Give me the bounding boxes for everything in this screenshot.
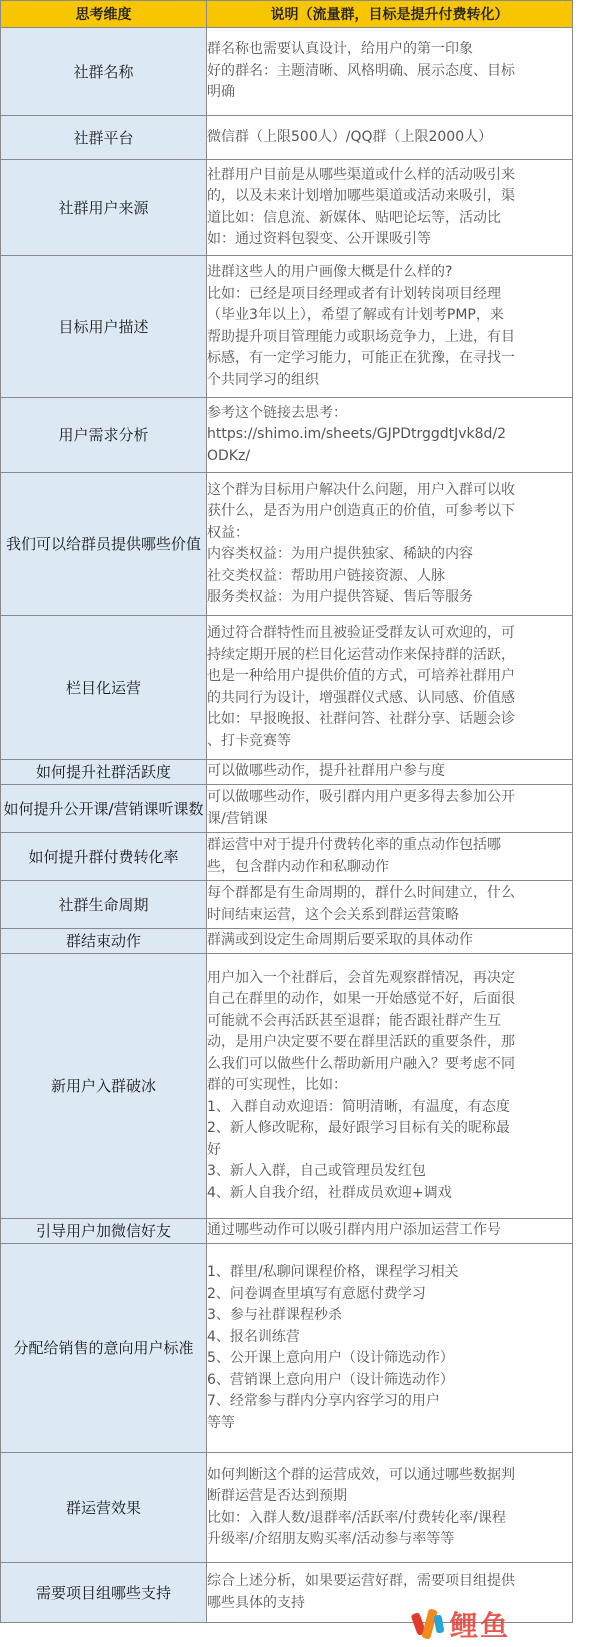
description-cell	[207, 398, 573, 473]
description-line: 升级率/介绍朋友购买率/活动参与率等等	[207, 1531, 455, 1547]
table-row	[1, 833, 573, 881]
description-line: 如何判断这个群的运营成效，可以通过哪些数据判	[207, 1466, 515, 1483]
dimension-cell: 用户需求分析	[1, 398, 207, 473]
description-cell	[207, 760, 573, 785]
description-line: 每个群都是有生命周期的，群什么时间建立，什么	[207, 885, 515, 901]
description-cell	[207, 929, 573, 954]
description-cell	[207, 1244, 573, 1453]
description-line: 可能就不会再活跃甚至退群；能否跟社群产生互	[207, 1012, 501, 1029]
description-line: 自己在群里的动作，如果一开始感觉不好，后面很	[207, 991, 515, 1008]
description-line: 获什么，是否为用户创造真正的价值，可参考以下	[207, 503, 515, 519]
description-line: 1、入群自动欢迎语：简明清晰，有温度，有态度	[207, 1098, 510, 1115]
description-line: 3、参与社群课程秒杀	[207, 1307, 342, 1323]
description-cell	[207, 954, 573, 1219]
description-line: 权益：	[207, 524, 249, 541]
table-row	[1, 160, 573, 256]
description-cell	[207, 256, 573, 398]
dimension-cell: 社群用户来源	[1, 160, 207, 256]
description-line: 5、公开课上意向用户（设计筛选动作）	[207, 1350, 454, 1366]
description-line: 断群运营是否达到预期	[207, 1488, 347, 1504]
dimension-cell: 社群名称	[1, 28, 207, 116]
description-line: 参考这个链接去思考：	[207, 404, 347, 421]
header-description: 说明（流量群，目标是提升付费转化）	[207, 1, 573, 28]
description-line: 用户加入一个社群后，会首先观察群情况，再决定	[207, 969, 515, 986]
description-cell	[207, 160, 573, 256]
dimension-cell: 引导用户加微信好友	[1, 1219, 207, 1244]
table-row	[1, 256, 573, 398]
description-line: （毕业3年以上），希望了解或有计划考PMP，来	[207, 307, 504, 323]
description-line: 好的群名：主题清晰、风格明确、展示态度、目标	[207, 62, 515, 79]
description-line: 综合上述分析，如果要运营好群，需要项目组提供	[207, 1573, 515, 1589]
description-cell	[207, 881, 573, 929]
table-row	[1, 1453, 573, 1563]
description-line: 的，以及未来计划增加哪些渠道或活动来吸引，渠	[207, 188, 515, 204]
description-cell	[207, 1219, 573, 1244]
fish-logo-icon	[414, 1609, 444, 1639]
dimension-cell: 目标用户描述	[1, 256, 207, 398]
description-cell	[207, 473, 573, 616]
watermark	[414, 1605, 510, 1643]
table-row	[1, 28, 573, 116]
dimension-cell: 社群生命周期	[1, 881, 207, 929]
header-dimension: 思考维度	[1, 1, 207, 28]
table-row	[1, 616, 573, 760]
description-line: 等等	[207, 1414, 235, 1431]
description-line: 的共同行为设计，增强群仪式感、认同感、价值感	[207, 689, 515, 706]
description-cell	[207, 785, 573, 833]
description-line: 社群用户目前是从哪些渠道或什么样的活动吸引来	[207, 166, 515, 183]
table-row	[1, 954, 573, 1219]
table-row	[1, 116, 573, 160]
description-cell	[207, 28, 573, 116]
description-line: 可以做哪些动作，提升社群用户参与度	[207, 763, 445, 780]
dimension-cell: 需要项目组哪些支持	[1, 1563, 207, 1623]
description-line: 群名称也需要认真设计，给用户的第一印象	[207, 41, 473, 58]
description-line: 动，是用户决定要不要在群里活跃的重要条件，那	[207, 1034, 515, 1051]
description-line: 明确	[207, 84, 235, 101]
table-row	[1, 929, 573, 954]
description-line: 微信群（上限500人）/QQ群（上限2000人）	[207, 128, 493, 145]
dimension-cell: 如何提升公开课/营销课听课数	[1, 785, 207, 833]
description-cell	[207, 616, 573, 760]
description-line: 内容类权益：为用户提供独家、稀缺的内容	[207, 546, 473, 562]
description-cell	[207, 116, 573, 160]
description-line: 这个群为目标用户解决什么问题，用户入群可以收	[207, 481, 515, 498]
description-line: 些，包含群内动作和私聊动作	[207, 858, 389, 875]
table-row	[1, 785, 573, 833]
description-line: 7、经常参与群内分享内容学习的用户	[207, 1393, 440, 1409]
table-row	[1, 398, 573, 473]
table-row	[1, 760, 573, 785]
header-row	[1, 1, 573, 28]
description-line: 比如：已经是项目经理或者有计划转岗项目经理	[207, 285, 501, 302]
description-line: 么我们可以做些什么帮助新用户融入？要考虑不同	[207, 1055, 515, 1072]
description-line: 群运营中对于提升付费转化率的重点动作包括哪	[207, 837, 501, 853]
dimension-cell: 新用户入群破冰	[1, 954, 207, 1219]
description-line: 通过哪些动作可以吸引群内用户添加运营工作号	[207, 1222, 501, 1239]
table-row	[1, 473, 573, 616]
description-line: 比如：入群人数/退群率/活跃率/付费转化率/课程	[207, 1509, 506, 1526]
description-line: 帮助提升项目管理能力或职场竞争力，上进，有目	[207, 328, 515, 345]
description-line: 也是一种给用户提供价值的方式，可培养社群用户	[207, 668, 515, 684]
description-line: 3、新人入群，自己或管理员发红包	[207, 1163, 426, 1180]
watermark-text: 鲤鱼	[450, 1609, 511, 1642]
description-cell	[207, 1453, 573, 1563]
description-line: 4、新人自我介绍，社群成员欢迎+调戏	[207, 1184, 452, 1201]
description-line: 如：通过资料包裂变、公开课吸引等	[207, 231, 431, 247]
dimension-cell: 群结束动作	[1, 929, 207, 954]
dimension-cell: 如何提升群付费转化率	[1, 833, 207, 881]
description-line: 服务类权益：为用户提供答疑、售后等服务	[207, 589, 473, 605]
dimension-cell: 分配给销售的意向用户标准	[1, 1244, 207, 1453]
description-cell	[207, 1563, 573, 1623]
description-line: 比如：早报晚报、社群问答、社群分享、话题会诊	[207, 711, 515, 727]
description-line: 6、营销课上意向用户（设计筛选动作）	[207, 1371, 454, 1388]
description-line: 群满或到设定生命周期后要采取的具体动作	[207, 932, 473, 949]
table-body	[1, 28, 573, 1623]
dimension-cell: 栏目化运营	[1, 616, 207, 760]
description-line: 标感，有一定学习能力，可能正在犹豫，在寻找一	[207, 350, 515, 366]
description-line: 社交类权益：帮助用户链接资源、人脉	[207, 567, 445, 584]
description-line: 进群这些人的用户画像大概是什么样的?	[207, 264, 453, 280]
table-row	[1, 881, 573, 929]
description-line: https://shimo.im/sheets/GJPDtrggdtJvk8d/2	[207, 426, 507, 443]
description-line: 2、问卷调查里填写有意愿付费学习	[207, 1285, 426, 1302]
description-line: ODKz/	[207, 447, 251, 464]
description-line: 可以做哪些动作，吸引群内用户更多得去参加公开	[207, 789, 515, 805]
description-line: 4、报名训练营	[207, 1328, 300, 1345]
description-line: 、打卡竞赛等	[207, 732, 291, 749]
description-line: 课/营销课	[207, 810, 268, 827]
dimension-cell: 社群平台	[1, 116, 207, 160]
description-line: 哪些具体的支持	[207, 1594, 305, 1611]
description-line: 持续定期开展的栏目化运营动作来保持群的活跃，	[207, 646, 515, 663]
description-line: 好	[207, 1141, 221, 1158]
description-cell	[207, 833, 573, 881]
description-line: 1、群里/私聊问课程价格，课程学习相关	[207, 1264, 459, 1280]
dimension-cell: 我们可以给群员提供哪些价值	[1, 473, 207, 616]
description-line: 通过符合群特性而且被验证受群友认可欢迎的，可	[207, 625, 515, 641]
table-row	[1, 1244, 573, 1453]
description-line: 个共同学习的组织	[207, 371, 319, 388]
description-line: 道比如：信息流、新媒体、贴吧论坛等，活动比	[207, 209, 501, 226]
description-line: 群的可实现性，比如：	[207, 1077, 347, 1094]
dimension-cell: 群运营效果	[1, 1453, 207, 1563]
description-line: 2、新人修改昵称，最好跟学习目标有关的昵称最	[207, 1120, 510, 1137]
description-line: 时间结束运营，这个会关系到群运营策略	[207, 906, 459, 923]
dimension-cell: 如何提升社群活跃度	[1, 760, 207, 785]
table-row	[1, 1219, 573, 1244]
